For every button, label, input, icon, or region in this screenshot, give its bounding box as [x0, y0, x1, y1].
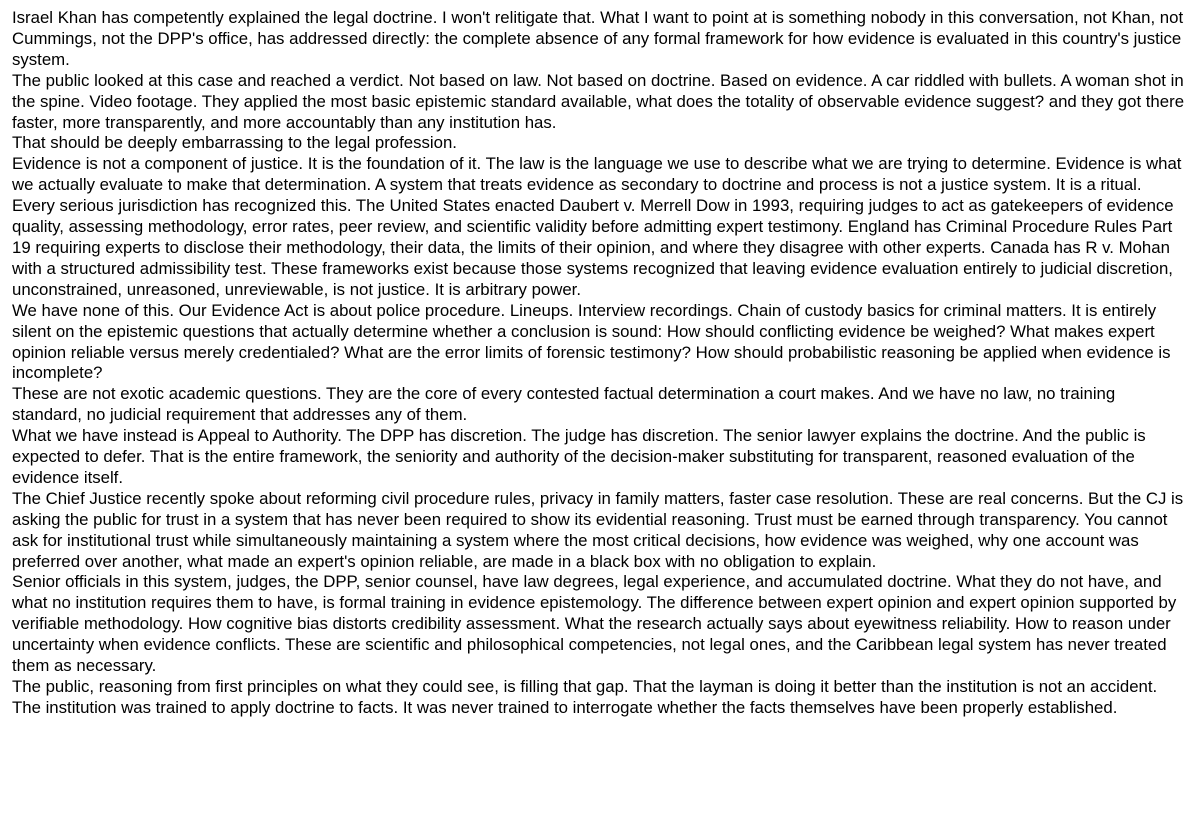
- paragraph: Every serious jurisdiction has recognized this. The United States enacted Daubert v. Merrell Dow in 1993, requiring judges to act as gatekeepers of evidence quality, assessing methodology, error rates, peer review, and scientific validity before admitting expert testimony. England has Criminal Procedure Rules Part 19 requiring experts to disclose their methodology, their data, the limits of their opinion, and where they disagree with other experts. Canada has R v. Mohan with a structured admissibility test. These frameworks exist because those systems recognized that leaving evidence evaluation entirely to judicial discretion, unconstrained, unreasoned, unreviewable, is not justice. It is arbitrary power.: [12, 196, 1174, 299]
- paragraph: The public looked at this case and reached a verdict. Not based on law. Not based on doctrine. Based on evidence. A car riddled with bullets. A woman shot in the spine. Video footage. They applied the most basic epistemic standard available, what does the totality of observable evidence suggest? and they got there faster, more transparently, and more accountably than any institution has.: [12, 70, 1185, 132]
- paragraph: That should be deeply embarrassing to the legal profession.: [12, 133, 457, 153]
- paragraph: We have none of this. Our Evidence Act is about police procedure. Lineups. Interview recordings. Chain of custody basics for criminal matters. It is entirely silent on the epistemic questions that actually determine whether a conclusion is sound: How should conflicting evidence be weighed? What makes expert opinion reliable versus merely credentialed? What are the error limits of forensic testimony? How should probabilistic reasoning be applied when evidence is incomplete?: [12, 300, 1171, 383]
- paragraph: These are not exotic academic questions. They are the core of every contested factual determination a court makes. And we have no law, no training standard, no judicial requirement that addresses any of them.: [12, 384, 1116, 425]
- paragraph: Evidence is not a component of justice. It is the foundation of it. The law is the language we use to describe what we are trying to determine. Evidence is what we actually evaluate to make that determination. A system that treats evidence as secondary to doctrine and process is not a justice system. It is a ritual.: [12, 154, 1182, 195]
- paragraph: The Chief Justice recently spoke about reforming civil procedure rules, privacy in family matters, faster case resolution. These are real concerns. But the CJ is asking the public for trust in a system that has never been required to show its evidential reasoning. Trust must be earned through transparency. You cannot ask for institutional trust while simultaneously maintaining a system where the most critical decisions, how evidence was weighed, why one account was preferred over another, what made an expert's opinion reliable, are made in a black box with no obligation to explain.: [12, 488, 1184, 571]
- paragraph: Senior officials in this system, judges, the DPP, senior counsel, have law degrees, legal experience, and accumulated doctrine. What they do not have, and what no institution requires them to have, is formal training in evidence epistemology. The difference between expert opinion and expert opinion supported by verifiable methodology. How cognitive bias distorts credibility assessment. What the research actually says about eyewitness reliability. How to reason under uncertainty when evidence conflicts. These are scientific and philosophical competencies, not legal ones, and the Caribbean legal system has never treated them as necessary.: [12, 572, 1177, 676]
- paragraph: The public, reasoning from first principles on what they could see, is filling that gap. That the layman is doing it better than the institution is not an accident. The institution was trained to apply doctrine to facts. It was never trained to interrogate whether the facts themselves have been properly established.: [12, 677, 1158, 717]
- paragraph: Israel Khan has competently explained the legal doctrine. I won't relitigate that. What I want to point at is something nobody in this conversation, not Khan, not Cummings, not the DPP's office, has addressed directly: the complete absence of any formal framework for how evidence is evaluated in this country's justice system.: [12, 8, 1184, 69]
- paragraph: What we have instead is Appeal to Authority. The DPP has discretion. The judge has discretion. The senior lawyer explains the doctrine. And the public is expected to defer. That is the entire framework, the seniority and authority of the decision-maker substituting for transparent, reasoned evaluation of the evidence itself.: [12, 426, 1146, 487]
